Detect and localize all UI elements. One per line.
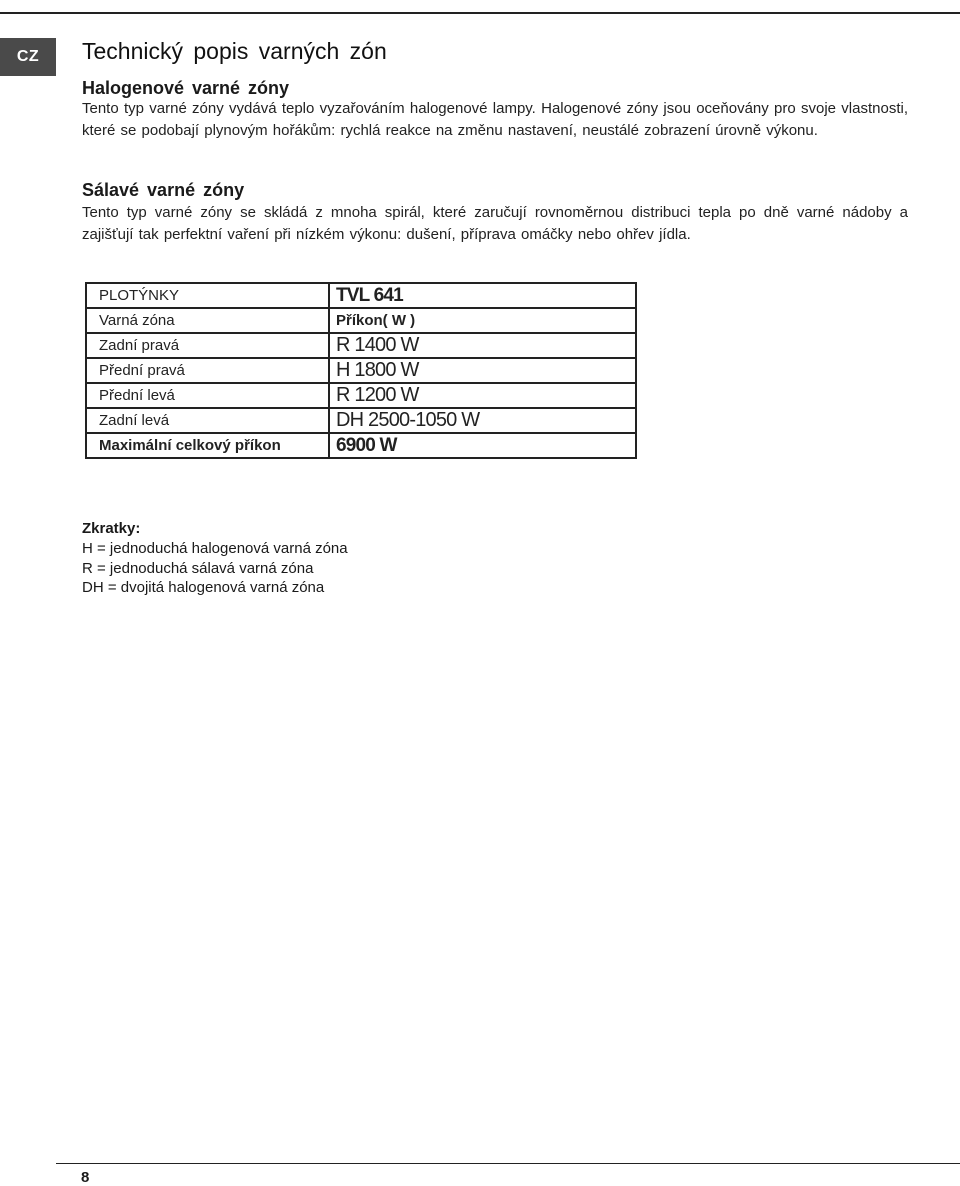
- zone-label: Zadní levá: [86, 408, 329, 433]
- language-tab: CZ: [0, 38, 56, 76]
- zone-label: Přední pravá: [86, 358, 329, 383]
- total-power-label: Maximální celkový příkon: [86, 433, 329, 458]
- section-body-radiant: Tento typ varné zóny se skládá z mnoha spirál, které zaručují rovnoměrnou distribuci tepla po dně varné nádoby a zajišťují tak perfektní vaření při nízkém výkonu: dušení, příprava omáčky nebo ohřev jídla.: [82, 204, 908, 243]
- zone-power: H 1800 W: [329, 358, 636, 383]
- zone-label: Přední levá: [86, 383, 329, 408]
- table-row: [86, 358, 636, 383]
- zone-label: Zadní pravá: [86, 333, 329, 358]
- hob-spec-table: [85, 282, 637, 459]
- table-row: [86, 408, 636, 433]
- table-total-row: [86, 433, 636, 458]
- table-header-model: TVL 641: [329, 283, 636, 308]
- zone-power: R 1400 W: [329, 333, 636, 358]
- list-item: R = jednoduchá sálavá varná zóna: [82, 559, 314, 577]
- total-power-value: 6900 W: [329, 433, 636, 458]
- zone-power: R 1200 W: [329, 383, 636, 408]
- section-body-halogen: Tento typ varné zóny vydává teplo vyzařováním halogenové lampy. Halogenové zóny jsou oceňovány pro svoje vlastnosti, které se podobají plynovým hořákům: rychlá reakce na změnu nastavení, neustálé zobrazení úrovně výkonu.: [82, 100, 908, 139]
- zone-power: DH 2500-1050 W: [329, 408, 636, 433]
- abbreviations-list: [82, 539, 348, 598]
- list-item: DH = dvojitá halogenová varná zóna: [82, 579, 325, 596]
- abbreviations-title: Zkratky:: [82, 520, 141, 537]
- page-number: 8: [81, 1169, 90, 1186]
- table-row: [86, 383, 636, 408]
- list-item: H = jednoduchá halogenová varná zóna: [82, 540, 348, 557]
- table-row: [86, 333, 636, 358]
- table-header-row: [86, 283, 636, 308]
- top-rule: [0, 12, 960, 14]
- section-title-radiant: Sálavé varné zóny: [82, 180, 245, 200]
- table-subheader-value: Příkon( W ): [329, 308, 636, 333]
- bottom-rule: [56, 1163, 960, 1164]
- section-title-halogen: Halogenové varné zóny: [82, 78, 290, 98]
- table-header-label: PLOTÝNKY: [86, 283, 329, 308]
- table-subheader-label: Varná zóna: [86, 308, 329, 333]
- page-title: Technický popis varných zón: [82, 38, 387, 64]
- table-subheader-row: [86, 308, 636, 333]
